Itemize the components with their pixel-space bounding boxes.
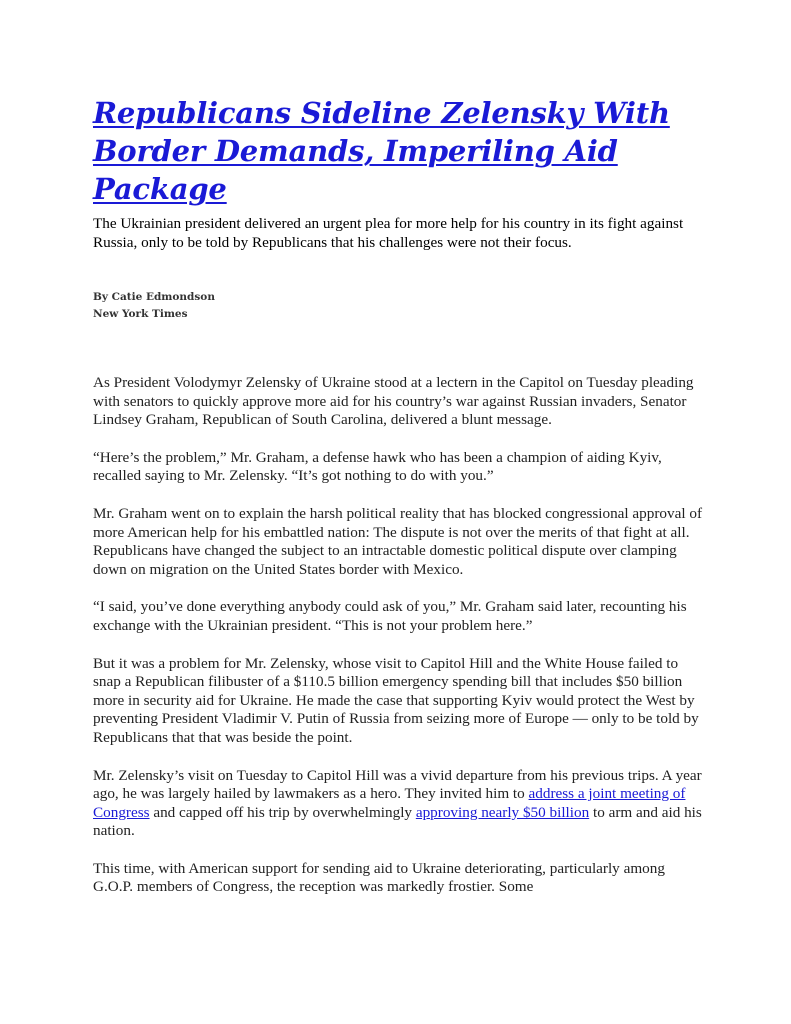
aid-approval-link[interactable]: approving nearly $50 billion (415, 803, 590, 821)
paragraph-text: and capped off his trip by overwhelmingly (149, 803, 416, 821)
paragraph-text: to arm and aid his nation. (93, 803, 702, 840)
body-paragraph: This time, with American support for sending aid to Ukraine deteriorating, particularly among G.O.P. members of Congress, the reception was markedly frostier. Some (93, 859, 665, 896)
byline (93, 289, 493, 323)
body-paragraph: “Here’s the problem,” Mr. Graham, a defense hawk who has been a champion of aiding Kyiv, recalled saying to Mr. Zelensky. “It’s got nothing to do with you.” (93, 448, 662, 485)
article-headline (93, 94, 713, 208)
body-paragraph: “I said, you’ve done everything anybody could ask of you,” Mr. Graham said later, recounting his exchange with the Ukrainian president. “This is not your problem here.” (93, 598, 687, 634)
publication-name: New York Times (93, 308, 188, 320)
author-name: By Catie Edmondson (93, 291, 215, 303)
paragraph-text: Mr. Zelensky’s visit on Tuesday to Capitol Hill was a vivid departure from his previous trips. A year ago, he was largely hailed by lawmakers as a hero. They invited him to (93, 766, 702, 803)
body-paragraph: Mr. Graham went on to explain the harsh political reality that has blocked congressional approval of more American help for his embattled nation: The dispute is not over the merits of that fight at all. Republicans have changed the subject to an intractable domestic political dispute over clamping down on migration on the United States border with Mexico. (93, 504, 703, 578)
joint-meeting-link[interactable]: address a joint meeting of Congress (93, 785, 686, 821)
body-paragraph: As President Volodymyr Zelensky of Ukraine stood at a lectern in the Capitol on Tuesday pleading with senators to quickly approve more aid for his country’s war against Russian invaders, Senator Lindsey Graham, Republican of South Carolina, delivered a blunt message. (93, 374, 694, 429)
body-paragraph: But it was a problem for Mr. Zelensky, whose visit to Capitol Hill and the White House failed to snap a Republican filibuster of a $110.5 billion emergency spending bill that includes $50 billion more in security aid for Ukraine. He made the case that supporting Kyiv would protect the West by preventing President Vladimir V. Putin of Russia from seizing more of Europe — only to be told by Republicans that that was beside the point. (93, 654, 699, 746)
headline-link[interactable]: Republicans Sideline Zelensky With Border Demands, Imperiling Aid Package (93, 96, 670, 206)
body-paragraph-with-links (93, 767, 703, 841)
article-body (93, 374, 703, 916)
article-deck: The Ukrainian president delivered an urgent plea for more help for his country in its fight against Russia, only to be told by Republicans that his challenges were not their focus. (93, 215, 684, 252)
